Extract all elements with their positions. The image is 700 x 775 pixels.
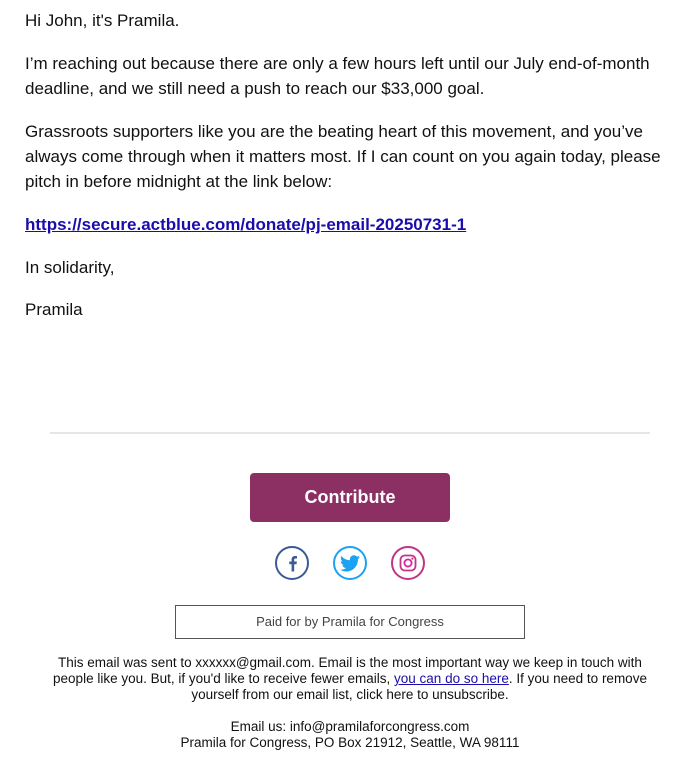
- email-greeting: [25, 8, 675, 33]
- signature-text: Pramila: [25, 300, 83, 319]
- signoff-text: In solidarity,: [25, 258, 115, 277]
- footer-contact: [45, 719, 655, 751]
- grassroots-text: Grassroots supporters like you are the beating heart of this movement, and you’ve always come through when it matters most. If I can count on you again today, please pitch in before midnight at the link below:: [25, 122, 661, 191]
- unsubscribe-text: . If you need to remove yourself from our email list, click here to unsubscribe.: [191, 671, 647, 702]
- reaching-out-text: I’m reaching out because there are only a few hours left until our July end-of-month deadline, and we still need a push to reach our $33,000 goal.: [25, 54, 650, 98]
- email-donate-link-row: [25, 212, 675, 237]
- email-signature: [25, 297, 675, 322]
- facebook-icon[interactable]: [275, 546, 309, 580]
- footer-sent-to: [45, 655, 655, 703]
- donate-link[interactable]: https://secure.actblue.com/donate/pj-email-20250731-1: [25, 215, 467, 234]
- paid-for-disclaimer: Paid for by Pramila for Congress: [175, 605, 525, 639]
- instagram-icon[interactable]: [391, 546, 425, 580]
- twitter-icon[interactable]: [333, 546, 367, 580]
- contribute-button[interactable]: Contribute: [250, 473, 450, 522]
- email-signoff: [25, 255, 675, 280]
- email-paragraph-grassroots: [25, 119, 675, 194]
- fewer-emails-link[interactable]: you can do so here: [394, 671, 509, 686]
- greeting-text: Hi John, it's Pramila.: [25, 11, 180, 30]
- email-paragraph-reaching-out: [25, 51, 675, 101]
- sent-to-text: This email was sent to xxxxxx@gmail.com. Email is the most important way we keep in touch with people like you. But, if you'd like to receive fewer emails,: [53, 655, 642, 686]
- mailing-address: Pramila for Congress, PO Box 21912, Seattle, WA 98111: [180, 735, 520, 750]
- social-links: [275, 546, 425, 582]
- email-us-text: Email us: info@pramilaforcongress.com: [230, 719, 470, 734]
- footer-divider: [50, 432, 650, 434]
